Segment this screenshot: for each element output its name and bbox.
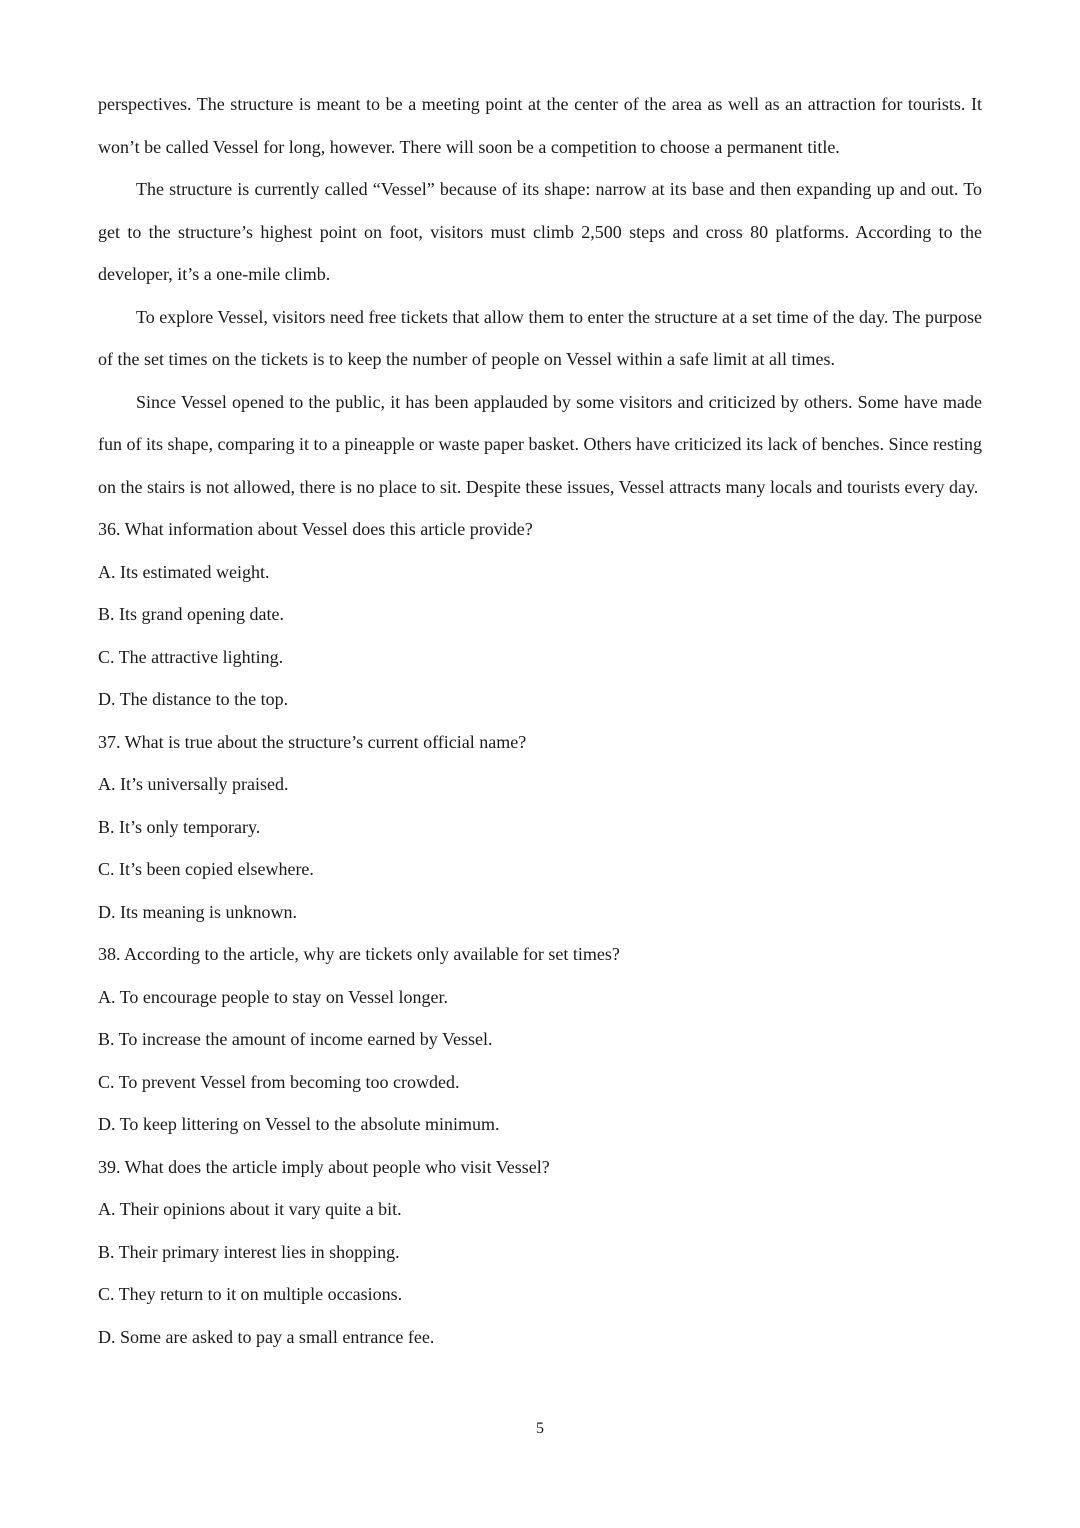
answer-option-a: A. To encourage people to stay on Vessel longer. xyxy=(98,986,448,1007)
question-38 xyxy=(98,933,982,1146)
passage-paragraph-2: The structure is currently called “Vessel” because of its shape: narrow at its base and then expanding up and out. To get to the structure’s highest point on foot, visitors must climb 2,500 steps and cross 80 platforms. According to the developer, it’s a one-mile climb. xyxy=(98,179,982,284)
question-36 xyxy=(98,508,982,721)
answer-option-b: B. Its grand opening date. xyxy=(98,604,284,624)
answer-option-c: C. The attractive lighting. xyxy=(98,646,284,667)
passage-paragraph-3: To explore Vessel, visitors need free tickets that allow them to enter the structure at a set time of the day. The purpose of the set times on the tickets is to keep the number of people on Vessel within a safe limit at all times. xyxy=(98,306,982,369)
answer-option-a: A. It’s universally praised. xyxy=(98,774,289,794)
question-39 xyxy=(98,1146,982,1359)
answer-options xyxy=(98,551,982,721)
question-stem: 36. What information about Vessel does this article provide? xyxy=(98,519,533,539)
exam-page xyxy=(98,83,982,1358)
question-stem: 37. What is true about the structure’s current official name? xyxy=(98,731,527,752)
passage-paragraph-1: perspectives. The structure is meant to be a meeting point at the center of the area as well as an attraction for tourists. It won’t be called Vessel for long, however. There will soon be a competition to choose a permanent title. xyxy=(98,94,982,157)
answer-option-b: B. Their primary interest lies in shopping. xyxy=(98,1241,400,1262)
answer-option-d: D. Some are asked to pay a small entrance fee. xyxy=(98,1326,435,1347)
page-number: 5 xyxy=(536,1420,544,1437)
reading-passage xyxy=(98,83,982,508)
answer-option-c: C. They return to it on multiple occasions. xyxy=(98,1284,403,1304)
answer-option-c: C. To prevent Vessel from becoming too crowded. xyxy=(98,1071,460,1092)
answer-options xyxy=(98,763,982,933)
answer-option-a: A. Their opinions about it vary quite a bit. xyxy=(98,1199,402,1219)
question-list xyxy=(98,508,982,1358)
answer-option-c: C. It’s been copied elsewhere. xyxy=(98,859,314,879)
answer-option-b: B. It’s only temporary. xyxy=(98,816,261,837)
passage-paragraph-4: Since Vessel opened to the public, it has been applauded by some visitors and criticized by others. Some have made fun of its shape, comparing it to a pineapple or waste paper basket. Others have criticized its lack of benches. Since resting on the stairs is not allowed, there is no place to sit. Despite these issues, Vessel attracts many locals and tourists every day. xyxy=(98,391,982,497)
question-37 xyxy=(98,721,982,934)
answer-options xyxy=(98,1188,982,1358)
answer-option-d: D. To keep littering on Vessel to the absolute minimum. xyxy=(98,1114,500,1134)
answer-options xyxy=(98,976,982,1146)
answer-option-d: D. Its meaning is unknown. xyxy=(98,901,297,922)
question-stem: 38. According to the article, why are tickets only available for set times? xyxy=(98,944,620,964)
answer-option-d: D. The distance to the top. xyxy=(98,689,289,709)
question-stem: 39. What does the article imply about people who visit Vessel? xyxy=(98,1156,550,1177)
answer-option-b: B. To increase the amount of income earned by Vessel. xyxy=(98,1029,493,1049)
answer-option-a: A. Its estimated weight. xyxy=(98,561,270,582)
